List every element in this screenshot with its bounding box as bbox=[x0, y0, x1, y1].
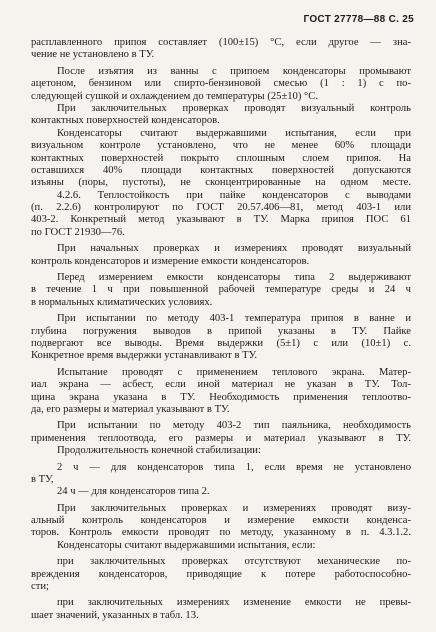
text-line: расплавленного припоя составляет (100±15) °C, если другое — зна- bbox=[31, 37, 411, 48]
text-line: Конденсаторы считают выдержавшими испытания, если: bbox=[57, 539, 316, 551]
text-line: Конденсаторы считают выдержавшими испытания, если при bbox=[57, 127, 411, 139]
text-line: 403-2. Конкретный метод указывают в ТУ. Марка припоя ПОС 61 bbox=[31, 214, 411, 226]
text-line: 24 ч — для конденсаторов типа 2. bbox=[57, 486, 210, 498]
paragraph bbox=[31, 420, 411, 445]
text-line: в нормальных климатических условиях. bbox=[31, 296, 213, 308]
text-line: (п. 2.2.6) контролируют по ГОСТ 20.57.406—81, метод 403-1 или bbox=[31, 202, 411, 214]
paragraph bbox=[31, 66, 411, 103]
paragraph bbox=[31, 540, 411, 552]
text-line: в ТУ, bbox=[31, 473, 54, 485]
paragraph bbox=[31, 103, 411, 128]
text-line: альный контроль конденсаторов и измерение емкости конденса- bbox=[31, 515, 411, 527]
paragraph bbox=[31, 37, 411, 62]
paragraph bbox=[31, 272, 411, 309]
paragraph bbox=[31, 313, 411, 363]
paragraph bbox=[31, 445, 411, 457]
text-line: вреждения конденсаторов, приводящие к потере работоспособно- bbox=[31, 568, 411, 580]
text-line: Перед измерением емкости конденсаторы типа 2 выдерживают bbox=[57, 272, 411, 284]
text-line: Продолжительность конечной стабилизации: bbox=[57, 445, 261, 457]
text-line: при заключительных измерениях изменение емкости не превы- bbox=[57, 597, 411, 609]
text-line: При начальных проверках и измерениях проводят визуальный bbox=[57, 243, 411, 255]
text-line: щина экрана указана в ТУ. Необходимость применения теплоотво- bbox=[31, 391, 411, 403]
text-line: ацетоном, бензином или спирто-бензиновой смесью (1 : 1) с по- bbox=[31, 78, 411, 90]
text-line: контактных поверхностей покрыто сплошным слоем припоя. На bbox=[31, 152, 411, 164]
paragraph bbox=[31, 243, 411, 268]
text-line: При заключительных проверках проводят визуальный контроль bbox=[57, 102, 411, 114]
text-line: иал экрана — асбест, если иной материал не указан в ТУ. Тол- bbox=[31, 379, 411, 391]
page-header: ГОСТ 27778—88 С. 25 bbox=[303, 14, 414, 25]
text-line: в течение 1 ч при повышенной рабочей температуре среды и 24 ч bbox=[31, 284, 411, 296]
text-line: по ГОСТ 21930—76. bbox=[31, 226, 125, 238]
text-line: глубина погружения выводов в припой указаны в ТУ. Пайке bbox=[31, 325, 411, 337]
text-line: следующей сушкой и охлаждением до температуры (25±10) °C. bbox=[31, 90, 318, 102]
text-line: чение не установлено в ТУ. bbox=[31, 49, 155, 61]
text-line: контактных поверхностей конденсаторов. bbox=[31, 115, 220, 127]
paragraph bbox=[31, 128, 411, 190]
text-line: Испытание проводят с применением теплового экрана. Матер- bbox=[57, 366, 411, 378]
text-line: торов. Контроль емкости проводят по методу, указанному в п. 4.3.1.2. bbox=[31, 527, 411, 539]
text-line: шает значений, указанных в табл. 13. bbox=[31, 609, 199, 621]
text-line: При заключительных проверках и измерениях проводят визу- bbox=[57, 502, 411, 514]
text-line: 2 ч — для конденсаторов типа 1, если время не установлено bbox=[57, 461, 411, 473]
paragraph bbox=[31, 556, 411, 593]
body-text bbox=[31, 37, 411, 622]
text-line: оставшихся 40% площади контактных поверхностей допускаются bbox=[31, 164, 411, 176]
text-line: подвергают все выводы. Время выдержки (5±1) с или (10±1) с. bbox=[31, 337, 411, 349]
text-line: визуальном контроле установлено, что не менее 60% площади bbox=[31, 140, 411, 152]
paragraph bbox=[31, 486, 411, 498]
paragraph bbox=[31, 462, 411, 487]
text-line: контроль конденсаторов и измерение емкости конденсаторов. bbox=[31, 255, 310, 267]
paragraph bbox=[31, 367, 411, 417]
text-line: После изъятия из ванны с припоем конденсаторы промывают bbox=[57, 65, 411, 77]
paragraph bbox=[31, 503, 411, 540]
text-line: При испытании по методу 403-1 температура припоя в ванне и bbox=[57, 313, 411, 325]
text-line: 4.2.6. Теплостойкость при пайке конденсаторов с выводами bbox=[57, 189, 411, 201]
text-line: изъяны (поры, пустоты), не сконцентрированные на одном месте. bbox=[31, 177, 411, 189]
paragraph bbox=[31, 597, 411, 622]
text-line: применения теплоотвода, его размеры и материал указывают в ТУ. bbox=[31, 432, 411, 444]
text-line: Конкретное время выдержки устанавливают в ТУ. bbox=[31, 350, 258, 362]
text-line: да, его размеры и материал указывают в ТУ. bbox=[31, 403, 230, 415]
text-line: сти; bbox=[31, 581, 49, 593]
text-line: при заключительных проверках отсутствуют механические по- bbox=[57, 556, 411, 568]
text-line: При испытании по методу 403-2 тип паяльника, необходимость bbox=[57, 420, 411, 432]
paragraph bbox=[31, 190, 411, 240]
